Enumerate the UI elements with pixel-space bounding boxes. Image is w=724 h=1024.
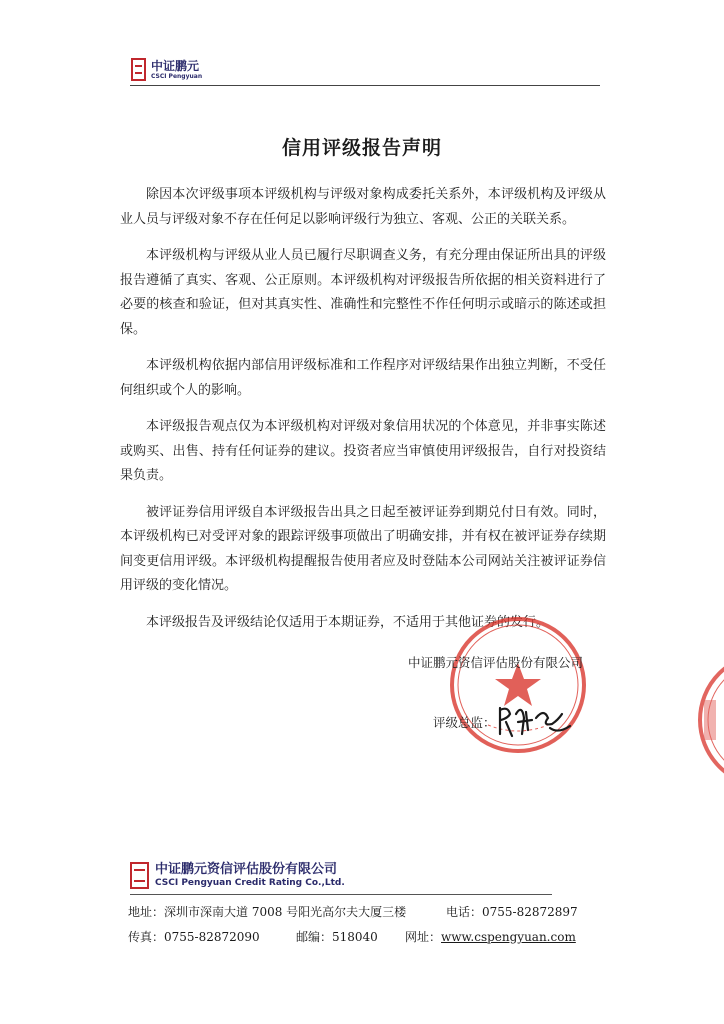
paragraph-1: 除因本次评级事项本评级机构与评级对象构成委托关系外，本评级机构及评级从业人员与评级对象不存在任何足以影响评级行为独立、客观、公正的关联关系。	[120, 187, 606, 227]
footer-phone: 电话：0755-82872897	[446, 905, 578, 919]
header-brand-cn: 中证鹏元	[151, 58, 200, 73]
page-title: 信用评级报告声明	[281, 137, 442, 159]
header-divider	[130, 85, 600, 86]
logo-mark-icon	[131, 58, 146, 81]
signing-company: 中证鹏元资信评估股份有限公司	[408, 655, 584, 670]
footer-address: 地址：深圳市深南大道 7008 号阳光高尔夫大厦三楼	[128, 905, 407, 919]
footer-logo-text	[155, 863, 345, 888]
header-logo-text	[151, 60, 202, 80]
footer-company-cn: 中证鹏元资信评估股份有限公司	[155, 862, 338, 877]
header-brand-en: CSCI Pengyuan	[151, 72, 203, 80]
footer-website-label: 网址：	[405, 930, 442, 944]
partial-seal-icon	[696, 650, 724, 790]
footer-company-en: CSCI Pengyuan Credit Rating Co.,Ltd.	[155, 878, 345, 888]
footer-postcode: 邮编：518040	[296, 930, 378, 944]
paragraph-4: 本评级报告观点仅为本评级机构对评级对象信用状况的个体意见，并非事实陈述或购买、出售、持有任何证券的建议。投资者应当审慎使用评级报告，自行对投资结果负责。	[120, 419, 606, 483]
paragraph-2: 本评级机构与评级从业人员已履行尽职调查义务，有充分理由保证所出具的评级报告遵循了真实、客观、公正原则。本评级机构对评级报告所依据的相关资料进行了必要的核查和验证，但对其真实性、准确性和完整性不作任何明示或暗示的陈述或担保。	[120, 248, 606, 337]
paragraph-6: 本评级报告及评级结论仅适用于本期证券，不适用于其他证券的发行。	[146, 614, 550, 630]
footer-divider	[130, 894, 552, 895]
footer-logo-mark-icon	[130, 862, 149, 889]
website-link[interactable]: www.cspengyuan.com	[441, 930, 576, 944]
footer-website	[405, 928, 576, 945]
footer-logo	[130, 862, 345, 889]
handwritten-signature-icon	[492, 700, 582, 740]
footer-fax: 传真：0755-82872090	[128, 930, 260, 944]
statement-body	[120, 183, 606, 647]
header-logo	[131, 58, 202, 81]
paragraph-5: 被评证券信用评级自本评级报告出具之日起至被评证券到期兑付日有效。同时，本评级机构已对受评对象的跟踪评级事项做出了明确安排，并有权在被评证券存续期间变更信用评级。本评级机构提醒报告使用者应及时登陆本公司网站关注被评证券信用评级的变化情况。	[120, 504, 606, 593]
director-label: 评级总监：	[433, 715, 496, 730]
paragraph-3: 本评级机构依据内部信用评级标准和工作程序对评级结果作出独立判断，不受任何组织或个人的影响。	[120, 358, 606, 398]
